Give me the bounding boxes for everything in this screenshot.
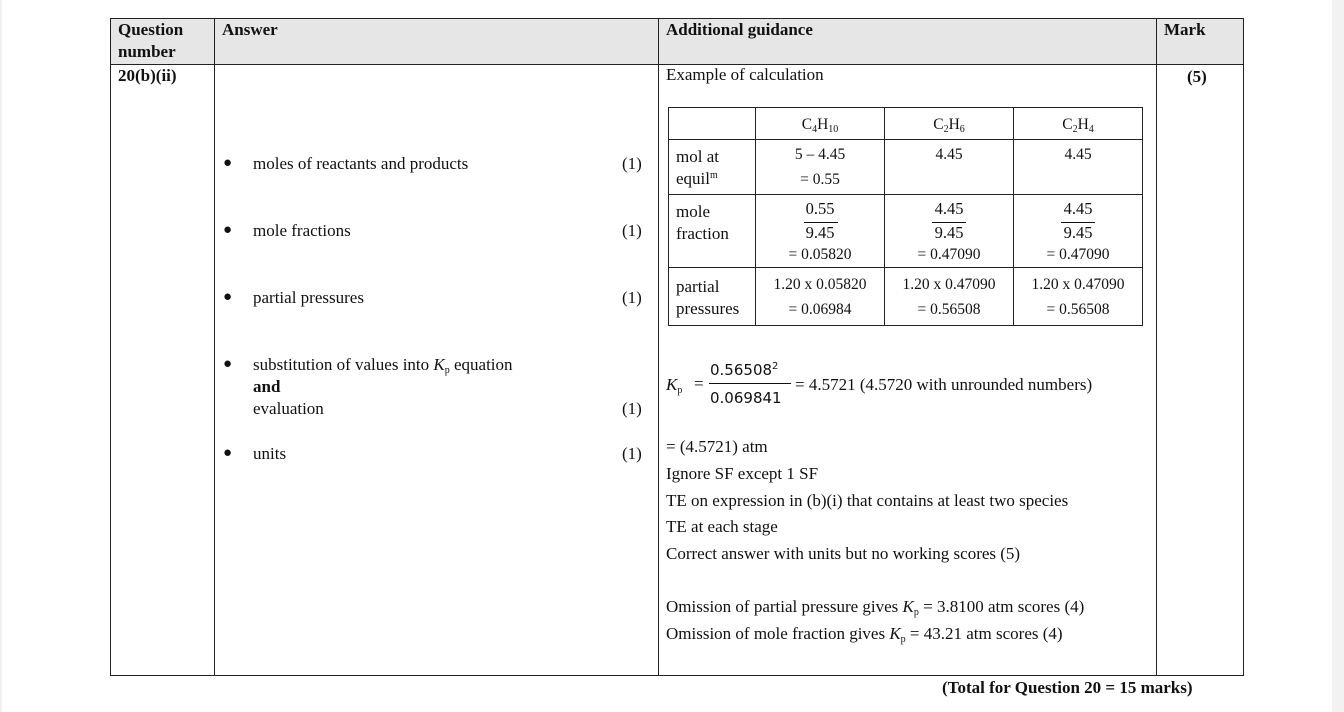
omission-note: Omission of mole fraction gives $K_p = 43.21$ atm scores (4) (666, 624, 1063, 645)
row-label-partial-line2: pressures (676, 299, 740, 318)
kp-fraction-bar (709, 383, 791, 384)
cell-fraction-c2h6-num: 4.45 (934, 199, 964, 218)
answer-point: moles of reactants and products (253, 154, 469, 173)
example-heading: Example of calculation (666, 65, 824, 84)
column-divider-2 (658, 18, 659, 676)
cell-mol-c4h10-line2: = 0.55 (800, 171, 840, 188)
calc-table-line (668, 194, 1142, 195)
calc-table-line (668, 325, 1142, 326)
column-divider-1 (214, 18, 215, 676)
table-right-border (1243, 18, 1244, 676)
column-header-c2h6: $C_2H_6$ (933, 116, 965, 135)
cell-fraction-c2h6-den: 9.45 (934, 223, 964, 242)
kp-denominator: 0.069841 (710, 389, 782, 407)
cell-partial-c2h6-line2: = 0.56508 (917, 301, 981, 318)
bullet-icon: ● (223, 356, 233, 372)
cell-mol-c2h6: 4.45 (935, 146, 963, 163)
column-header-c4h10: $C_4H_{10}$ (801, 116, 839, 135)
guidance-note: = (4.5721) atm (666, 437, 768, 456)
answer-point: partial pressures (253, 288, 364, 307)
answer-point-mark: (1) (622, 399, 642, 418)
answer-point-mark: (1) (622, 221, 642, 240)
total-marks: (Total for Question 20 = 15 marks) (942, 678, 1193, 697)
bullet-icon: ● (223, 445, 233, 461)
answer-point-mark: (1) (622, 444, 642, 463)
calc-table-line (668, 267, 1142, 268)
table-bottom-border (110, 675, 1244, 676)
calc-table-line (668, 107, 1142, 108)
cell-mol-c4h10-line1: 5 – 4.45 (794, 146, 846, 163)
row-label-fraction-line2: fraction (676, 224, 729, 243)
answer-point-evaluation: evaluation (253, 399, 324, 418)
cell-fraction-c2h6-result: = 0.47090 (917, 246, 981, 263)
bullet-icon: ● (223, 289, 233, 305)
kp-equals: = (694, 374, 704, 393)
header-question-number: Question number (118, 20, 184, 61)
guidance-note: TE on expression in (b)(i) that contains at least two species (666, 491, 1069, 510)
row-label-partial-line1: partial (676, 277, 720, 296)
guidance-note: Correct answer with units but no working scores (5) (666, 544, 1021, 563)
question-mark: (5) (1187, 67, 1207, 86)
header-additional-guidance: Additional guidance (666, 20, 813, 39)
kp-symbol: $K_p$ (666, 375, 683, 396)
kp-numerator: 0.56508$^2$ (710, 361, 779, 379)
calc-table-line (668, 107, 669, 326)
cell-partial-c2h6-line1: 1.20 x 0.47090 (902, 276, 996, 293)
cell-fraction-c4h10-den: 9.45 (805, 223, 835, 242)
answer-point-and: and (253, 377, 281, 396)
answer-point: units (253, 444, 287, 463)
table-left-border (110, 18, 111, 676)
cell-partial-c4h10-line1: 1.20 x 0.05820 (773, 276, 867, 293)
cell-fraction-c4h10-num: 0.55 (805, 199, 835, 218)
answer-point-mark: (1) (622, 154, 642, 173)
calc-table-line (1142, 107, 1143, 326)
cell-fraction-c4h10-result: = 0.05820 (788, 246, 852, 263)
calc-table-line (668, 139, 1142, 140)
question-reference: 20(b)(ii) (118, 66, 177, 85)
cell-partial-c4h10-line2: = 0.06984 (788, 301, 852, 318)
cell-partial-c2h4-line2: = 0.56508 (1046, 301, 1110, 318)
guidance-note: TE at each stage (666, 517, 778, 536)
document-page (2, 0, 1332, 712)
answer-point: mole fractions (253, 221, 351, 240)
bullet-icon: ● (223, 222, 233, 238)
cell-fraction-c2h4-result: = 0.47090 (1046, 246, 1110, 263)
row-label-fraction-line1: mole (676, 202, 710, 221)
row-label-mol-line2: equil$^m$ (676, 169, 718, 188)
answer-point: substitution of values into $K_p$ equation (253, 355, 513, 376)
omission-note: Omission of partial pressure gives $K_p = 3.8100$ atm scores (4) (666, 597, 1085, 618)
header-answer: Answer (222, 20, 278, 39)
cell-fraction-c2h4-den: 9.45 (1063, 223, 1093, 242)
kp-result: = 4.5721 (4.5720 with unrounded numbers) (795, 375, 1093, 394)
row-label-mol-line1: mol at (676, 147, 719, 166)
guidance-note: Ignore SF except 1 SF (666, 464, 819, 483)
cell-fraction-c2h4-num: 4.45 (1063, 199, 1093, 218)
column-divider-3 (1156, 18, 1157, 676)
cell-partial-c2h4-line1: 1.20 x 0.47090 (1031, 276, 1125, 293)
cell-mol-c2h4: 4.45 (1064, 146, 1092, 163)
header-mark: Mark (1164, 20, 1206, 39)
column-header-c2h4: $C_2H_4$ (1062, 116, 1094, 135)
bullet-icon: ● (223, 155, 233, 171)
answer-point-mark: (1) (622, 288, 642, 307)
